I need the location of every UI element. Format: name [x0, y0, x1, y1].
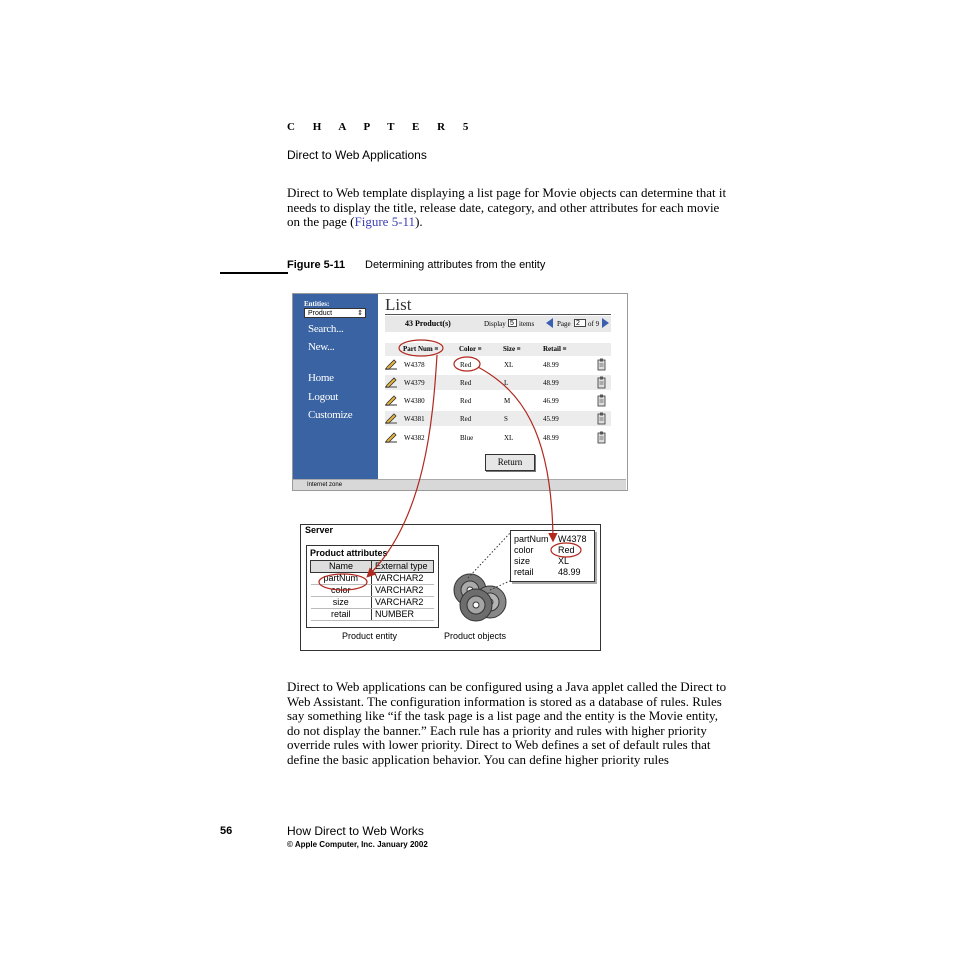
- cell-color: Red: [460, 397, 472, 405]
- cell-color: Red: [460, 379, 472, 387]
- obj-value: Red: [558, 545, 575, 555]
- cell-retail: 46.99: [543, 397, 559, 405]
- figure-label: Figure 5-11: [287, 259, 346, 271]
- body-paragraph: Direct to Web applications can be configured using a Java applet called the Direct to Web Assistant. The configuration information is stored as a database of rules. Rules say something like “if the task page is a list page and the entity is the Movie entity, do not display the banner.” Each rule has a priority and rules with higher priority override rules with lower priority. Direct to Web defines a set of default rules that define the basic application behavior. You can define higher priority rules: [287, 679, 727, 767]
- attr-type: VARCHAR2: [372, 597, 434, 609]
- cell-color: Red: [460, 415, 472, 423]
- attr-name: color: [311, 585, 372, 597]
- server-title: Server: [305, 525, 334, 535]
- attr-type: VARCHAR2: [372, 585, 434, 597]
- cell-size: S: [504, 415, 508, 423]
- obj-key: partNum: [514, 534, 549, 544]
- cell-size: M: [504, 397, 511, 405]
- status-text: Internet zone: [307, 482, 343, 488]
- entities-label: Entities:: [304, 300, 330, 308]
- page-label: Page: [557, 320, 571, 328]
- cell-retail: 45.99: [543, 415, 559, 423]
- header-name: Name: [311, 561, 372, 573]
- display-label: Display: [484, 320, 506, 328]
- intro-text-end: ).: [415, 214, 423, 230]
- items-label: items: [519, 320, 535, 328]
- nav-customize[interactable]: Customize: [308, 409, 353, 421]
- nav-logout[interactable]: Logout: [308, 391, 338, 403]
- object-connector: [468, 533, 510, 578]
- entity-label: Product entity: [342, 631, 398, 641]
- entity-value: Product: [308, 310, 333, 317]
- attr-name: size: [311, 597, 372, 609]
- list-title: List: [385, 295, 412, 314]
- cell-retail: 48.99: [543, 434, 559, 442]
- col-size[interactable]: Size ≡: [503, 345, 521, 353]
- cell-size: XL: [504, 361, 514, 369]
- cell-part: W4382: [404, 434, 425, 442]
- page-input[interactable]: 2: [574, 319, 586, 327]
- copyright: [287, 840, 428, 849]
- copyright-symbol: ©: [287, 840, 293, 849]
- nav-new[interactable]: New...: [308, 341, 335, 353]
- cell-color: Red: [460, 361, 472, 369]
- col-part-num[interactable]: Part Num ≡: [403, 345, 439, 353]
- return-button[interactable]: Return: [485, 454, 535, 471]
- cell-part: W4380: [404, 397, 425, 405]
- obj-value: XL: [558, 556, 570, 566]
- attr-name: retail: [311, 609, 372, 621]
- nav-search[interactable]: Search...: [308, 323, 344, 335]
- obj-key: retail: [514, 567, 534, 577]
- intro-text: Direct to Web template displaying a list page for Movie objects can determine that it needs to display the title, release date, category, and other attributes for each movie on the page (: [287, 185, 727, 230]
- cell-part: W4378: [404, 361, 425, 369]
- red-highlight: [454, 357, 480, 371]
- obj-key: size: [514, 556, 531, 566]
- color-arrow: [478, 367, 553, 540]
- figure-link[interactable]: Figure 5-11: [354, 214, 416, 230]
- footer-section-title: How Direct to Web Works: [287, 824, 424, 838]
- page-number: 56: [220, 825, 233, 837]
- header-type: External type: [372, 561, 434, 573]
- cell-size: L: [504, 379, 509, 387]
- attributes-title: Product attributes: [310, 548, 388, 558]
- partnum-highlight: [399, 340, 443, 356]
- obj-value: 48.99: [558, 567, 581, 577]
- col-retail[interactable]: Retail ≡: [543, 345, 567, 353]
- obj-value: W4378: [558, 534, 587, 544]
- display-input[interactable]: 5: [508, 319, 517, 327]
- cell-color: Blue: [460, 434, 474, 442]
- cell-retail: 48.99: [543, 379, 559, 387]
- cell-part: W4381: [404, 415, 425, 423]
- nav-home[interactable]: Home: [308, 372, 334, 384]
- copyright-text: Apple Computer, Inc. January 2002: [294, 840, 428, 849]
- col-color[interactable]: Color ≡: [459, 345, 482, 353]
- select-arrow-icon: ⇕: [357, 310, 363, 317]
- cell-part: W4379: [404, 379, 425, 387]
- cell-retail: 48.99: [543, 361, 559, 369]
- chapter-label: C H A P T E R 5: [287, 121, 476, 133]
- attr-name: partNum: [311, 573, 372, 585]
- figure-caption: Determining attributes from the entity: [365, 259, 546, 271]
- partnum-arrow: [368, 355, 437, 576]
- obj-key: color: [514, 545, 534, 555]
- attr-type: NUMBER: [372, 609, 434, 621]
- product-count: 43 Product(s): [405, 319, 451, 328]
- running-title: Direct to Web Applications: [287, 148, 427, 162]
- objects-label: Product objects: [444, 631, 507, 641]
- cell-size: XL: [504, 434, 514, 442]
- page-total: of 9: [588, 320, 600, 328]
- object-connector: [490, 580, 512, 590]
- partnum-attr-highlight: [319, 574, 367, 590]
- red-value-highlight: [551, 543, 581, 557]
- attr-type: VARCHAR2: [372, 573, 434, 585]
